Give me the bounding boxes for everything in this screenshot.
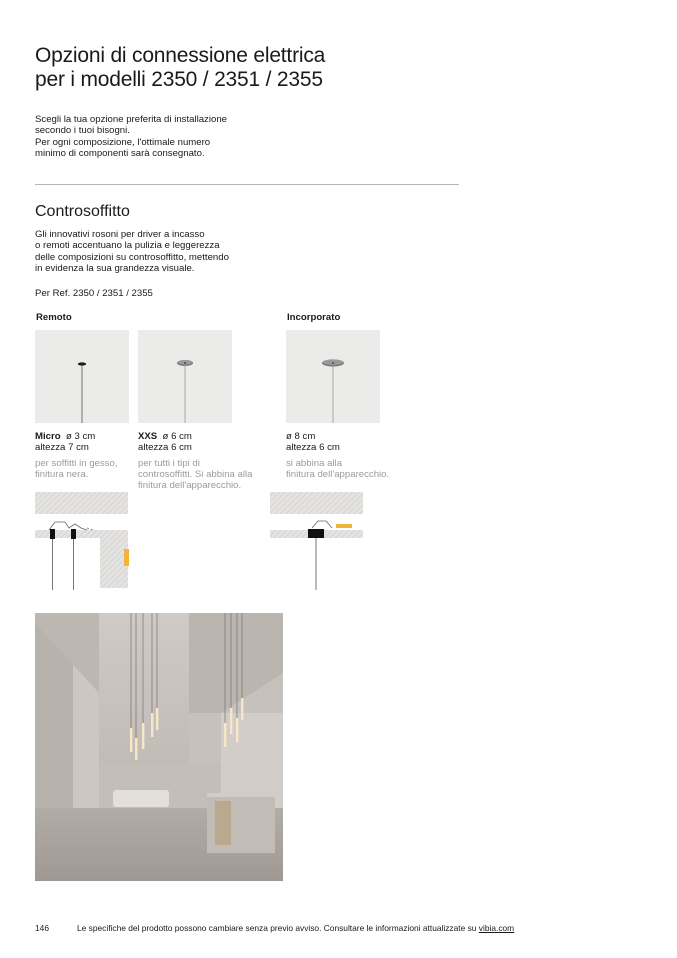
remote-installation-diagram (35, 490, 135, 597)
option-note: finitura dell'apparecchio. (138, 480, 242, 492)
built-in-canopy-image (286, 330, 380, 423)
section-description (35, 229, 295, 274)
option-name: XXS (138, 431, 158, 442)
section-line: delle composizioni su controsoffitto, mettendo (35, 251, 229, 263)
intro-line: minimo di componenti sarà consegnato. (35, 147, 205, 159)
footer-disclaimer (77, 923, 514, 933)
interior-photo (35, 613, 283, 881)
page-number: 146 (35, 923, 49, 933)
option-diameter: ø 6 cm (162, 431, 192, 442)
page-title-line-2: per i modelli 2350 / 2351 / 2355 (35, 68, 323, 91)
option-built-in-spec (286, 431, 389, 480)
section-line: Gli innovativi rosoni per driver a incasso (35, 229, 205, 240)
section-title: Controsoffitto (35, 203, 130, 220)
section-line: in evidenza la sua grandezza visuale. (35, 262, 195, 274)
built-in-canopy-icon (286, 330, 380, 423)
section-divider (35, 184, 459, 185)
page-title (35, 44, 325, 92)
group-label-built-in: Incorporato (287, 312, 341, 323)
micro-canopy-icon (35, 330, 129, 423)
intro-line: secondo i tuoi bisogni. (35, 125, 130, 137)
intro-paragraph (35, 114, 295, 159)
page-title-line-1: Opzioni di connessione elettrica (35, 44, 326, 67)
option-diameter: ø 3 cm (65, 431, 96, 442)
option-height: altezza 6 cm (138, 442, 192, 454)
section-line: o remoti accentuano la pulizia e leggerezza (35, 240, 220, 252)
option-note: si abbina alla (286, 457, 343, 469)
built-in-installation-diagram (270, 490, 370, 597)
xxs-canopy-icon (138, 330, 232, 423)
remote-driver-icon (124, 549, 129, 566)
option-height: altezza 7 cm (35, 442, 89, 454)
option-note: per tutti i tipi di (138, 457, 200, 469)
group-label-remote: Remoto (36, 312, 72, 323)
option-xxs-spec (138, 431, 252, 491)
intro-line: Per ogni composizione, l'ottimale numero (35, 136, 211, 148)
option-note: per soffitti in gesso, (35, 457, 118, 469)
intro-line: Scegli la tua opzione preferita di installazione (35, 114, 227, 125)
option-micro-spec (35, 431, 117, 480)
xxs-canopy-image (138, 330, 232, 423)
option-note: finitura dell'apparecchio. (286, 468, 390, 480)
footer-link[interactable]: vibia.com (478, 923, 515, 933)
built-in-driver-icon (336, 524, 352, 528)
option-diameter: ø 8 cm (286, 431, 316, 442)
footer-disclaimer-text: Le specifiche del prodotto possono cambiare senza previo avviso. Consultare le informazioni attualizzate su (77, 923, 477, 933)
micro-canopy-image (35, 330, 129, 423)
option-note: controsoffitti. Si abbina alla (138, 468, 253, 480)
option-note: finitura nera. (35, 468, 89, 480)
option-height: altezza 6 cm (286, 442, 340, 454)
option-name: Micro (35, 431, 61, 442)
reference-label: Per Ref. 2350 / 2351 / 2355 (35, 288, 153, 299)
